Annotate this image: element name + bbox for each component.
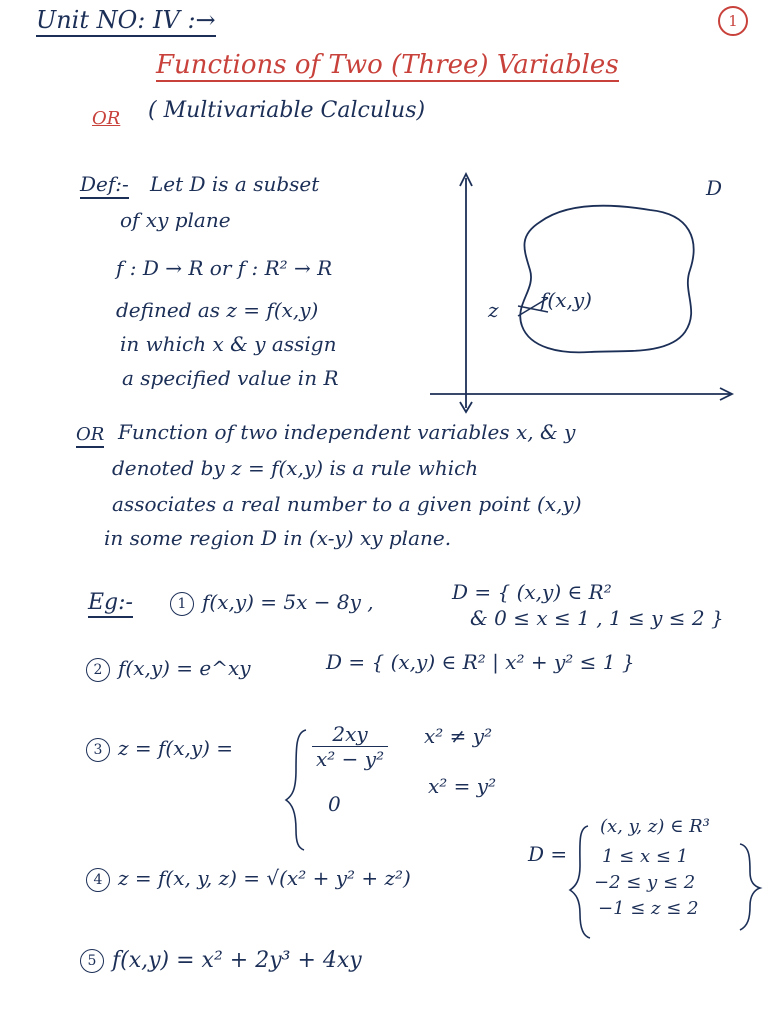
example-1-domain: D = { (x,y) ∈ R² — [452, 580, 612, 604]
example-3-condition-2: x² = y² — [428, 774, 497, 798]
example-2-function: f(x,y) = e^xy — [118, 656, 251, 680]
page-title: Functions of Two (Three) Variables — [156, 50, 619, 80]
z-label: z — [488, 298, 499, 322]
example-number: 1 — [170, 592, 194, 616]
example-number: 2 — [86, 658, 110, 682]
definition-line: a specified value in R — [122, 366, 339, 390]
or-label-2: OR — [76, 424, 104, 448]
example-3-lhs: z = f(x,y) = — [118, 736, 234, 760]
example-4-function: z = f(x, y, z) = √(x² + y² + z²) — [118, 866, 411, 890]
subtitle: ( Multivariable Calculus) — [148, 98, 426, 123]
example-3-condition-1: x² ≠ y² — [424, 724, 493, 748]
example-5-function: f(x,y) = x² + 2y³ + 4xy — [112, 948, 362, 973]
example-3-denominator: x² − y² — [316, 747, 385, 771]
example-4-domain-line: −1 ≤ z ≤ 2 — [598, 898, 699, 919]
definition-line: in which x & y assign — [120, 332, 337, 356]
example-number: 3 — [86, 738, 110, 762]
example-3-numerator: 2xy — [312, 722, 388, 747]
or-label: OR — [92, 108, 121, 129]
alt-definition-line: Function of two independent variables x, & y — [118, 420, 576, 444]
alt-definition-line: in some region D in (x-y) xy plane. — [104, 526, 452, 550]
page-number: 1 — [718, 6, 748, 36]
example-4-domain-label: D = — [528, 842, 568, 866]
example-1-domain-cond: & 0 ≤ x ≤ 1 , 1 ≤ y ≤ 2 } — [470, 606, 724, 630]
definition-line: defined as z = f(x,y) — [116, 298, 319, 322]
examples-label: Eg:- — [88, 590, 133, 618]
example-number: 5 — [80, 949, 104, 973]
alt-definition-line: associates a real number to a given point (x,y) — [112, 492, 582, 516]
example-1-function: f(x,y) = 5x − 8y , — [202, 590, 374, 614]
definition-label: Def:- — [80, 172, 129, 199]
region-label: D — [706, 176, 723, 200]
example-2-domain: D = { (x,y) ∈ R² | x² + y² ≤ 1 } — [326, 650, 635, 674]
alt-definition-line: denoted by z = f(x,y) is a rule which — [112, 456, 479, 480]
example-4-domain-line: 1 ≤ x ≤ 1 — [602, 846, 689, 867]
definition-line: Let D is a subset — [150, 172, 320, 196]
definition-line: of xy plane — [120, 208, 231, 232]
example-3-zero: 0 — [328, 792, 341, 816]
example-4-domain-line: −2 ≤ y ≤ 2 — [594, 872, 696, 893]
example-number: 4 — [86, 868, 110, 892]
example-4-domain-line: (x, y, z) ∈ R³ — [600, 816, 710, 837]
unit-heading: Unit NO: IV :→ — [36, 6, 216, 37]
definition-line: f : D → R or f : R² → R — [116, 256, 333, 280]
example-5 — [80, 948, 362, 973]
function-label: f(x,y) — [540, 288, 592, 312]
